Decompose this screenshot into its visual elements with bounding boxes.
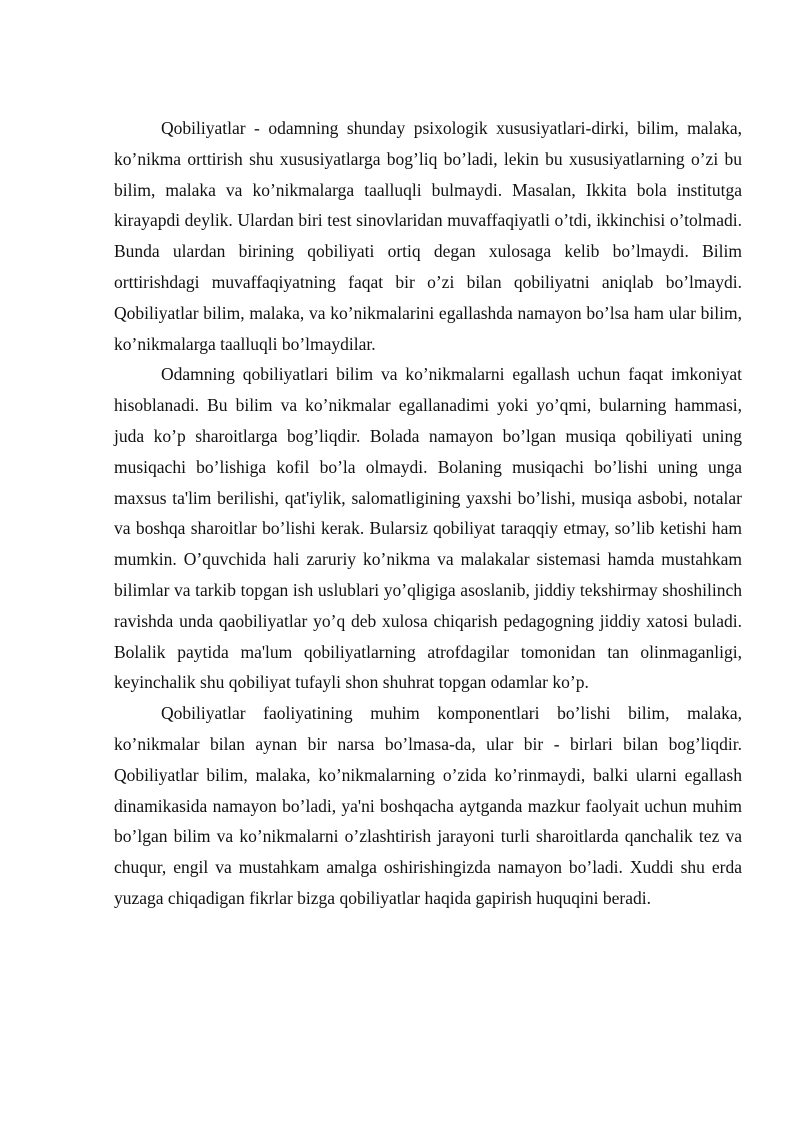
document-page — [114, 113, 742, 914]
paragraph-2: Odamning qobiliyatlari bilim va ko’nikmalarni egallash uchun faqat imkoniyat hisoblanadi. Bu bilim va ko’nikmalar egallanadimi yoki yo’qmi, bularning hammasi, juda ko’p sharoitlarga bog’liqdir. Bolada namayon bo’lgan musiqa qobiliyati uning musiqachi bo’lishiga kofil bo’la olmaydi. Bolaning musiqachi bo’lishi uning unga maxsus ta'lim berilishi, qat'iylik, salomatligining yaxshi bo’lishi, musiqa asbobi, notalar va boshqa sharoitlar bo’lishi kerak. Bularsiz qobiliyat taraqqiy etmay, so’lib ketishi ham mumkin. O’quvchida hali zaruriy ko’nikma va malakalar sistemasi hamda mustahkam bilimlar va tarkib topgan ish uslublari yo’qligiga asoslanib, jiddiy tekshirmay shoshilinch ravishda unda qaobiliyatlar yo’q deb xulosa chiqarish pedagogning jiddiy xatosi buladi. Bolalik paytida ma'lum qobiliyatlarning atrofdagilar tomonidan tan olinmaganligi, keyinchalik shu qobiliyat tufayli shon shuhrat topgan odamlar ko’p. — [114, 364, 742, 693]
paragraph-3: Qobiliyatlar faoliyatining muhim komponentlari bo’lishi bilim, malaka, ko’nikmalar bilan aynan bir narsa bo’lmasa-da, ular bir - birlari bilan bog’liqdir. Qobiliyatlar bilim, malaka, ko’nikmalarning o’zida ko’rinmaydi, balki ularni egallash dinamikasida namayon bo’ladi, ya'ni boshqacha aytganda mazkur faolyait uchun muhim bo’lgan bilim va ko’nikmalarni o’zlashtirish jarayoni turli sharoitlarda qanchalik tez va chuqur, engil va mustahkam amalga oshirishingizda namayon bo’ladi. Xuddi shu erda yuzaga chiqadigan fikrlar bizga qobiliyatlar haqida gapirish huquqini beradi. — [114, 703, 742, 908]
paragraph-1: Qobiliyatlar - odamning shunday psixologik xususiyatlari-dirki, bilim, malaka, ko’nikma orttirish shu xususiyatlarga bog’liq bo’ladi, lekin bu xususiyatlarning o’zi bu bilim, malaka va ko’nikmalarga taalluqli bulmaydi. Masalan, Ikkita bola institutga kirayapdi deylik. Ulardan biri test sinovlaridan muvaffaqiyatli o’tdi, ikkinchisi o’tolmadi. Bunda ulardan birining qobiliyati ortiq degan xulosaga kelib bo’lmaydi. Bilim orttirishdagi muvaffaqiyatning faqat bir o’zi bilan qobiliyatni aniqlab bo’lmaydi. Qobiliyatlar bilim, malaka, va ko’nikmalarini egallashda namayon bo’lsa ham ular bilim, ko’nikmalarga taalluqli bo’lmaydilar. — [114, 118, 742, 354]
